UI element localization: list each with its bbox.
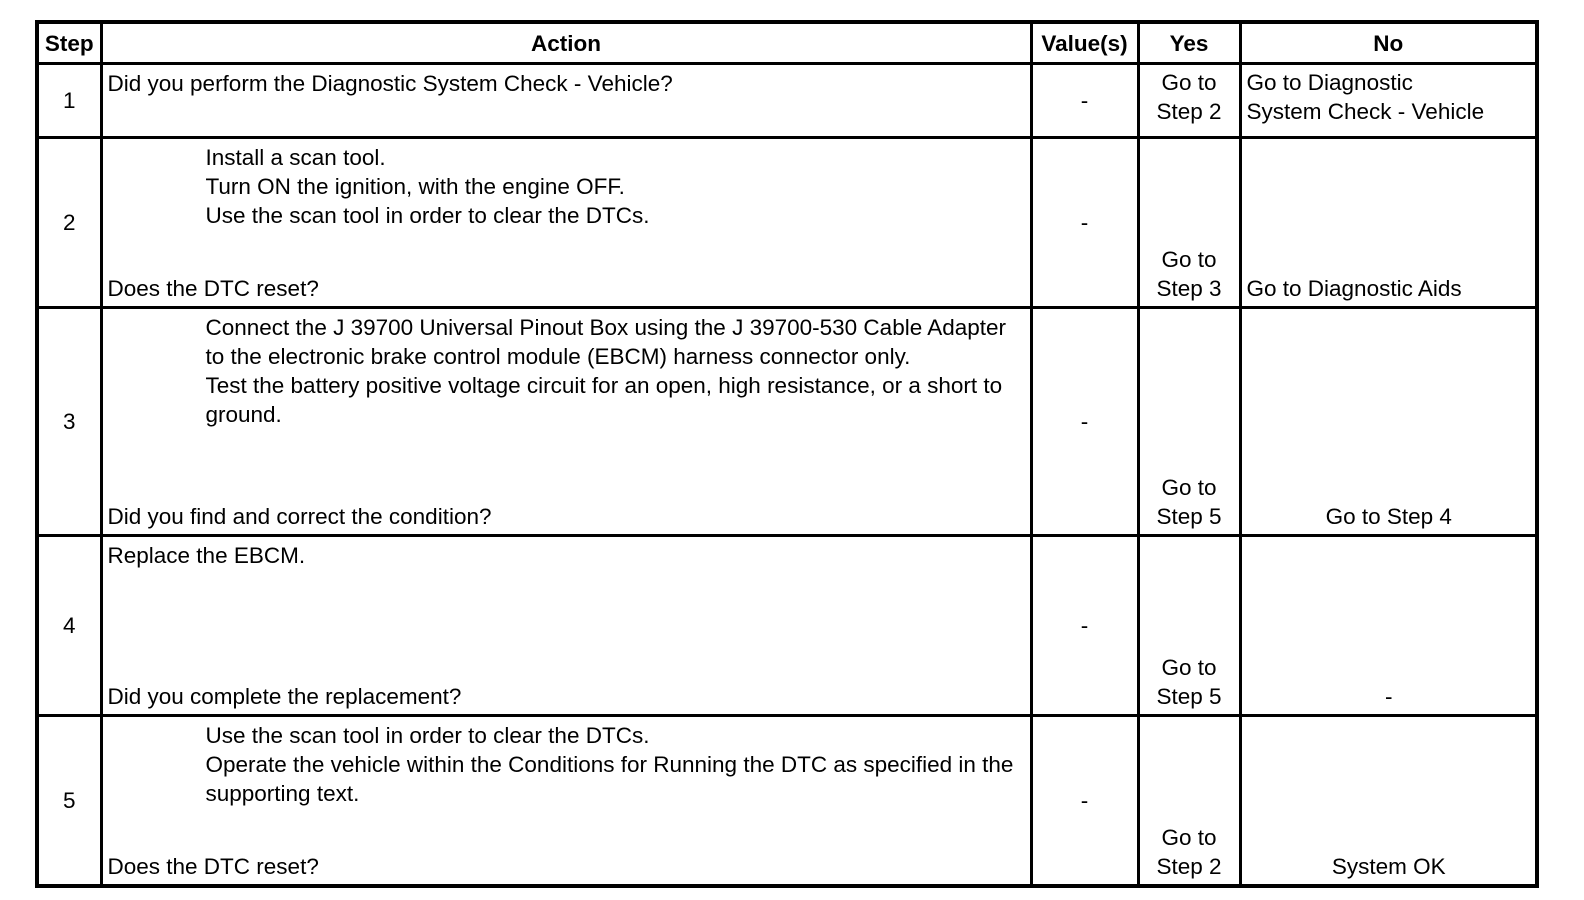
no-text: - — [1385, 684, 1393, 709]
instruction: Use the scan tool in order to clear the DTCs. — [205, 723, 650, 748]
action-question: Did you complete the replacement? — [107, 684, 462, 709]
yes-cell — [1138, 308, 1240, 536]
yes-text: Go to — [1161, 70, 1217, 95]
value-cell: - — [1031, 716, 1138, 887]
step-number: 5 — [37, 716, 101, 887]
value-cell: - — [1031, 64, 1138, 138]
no-text: System OK — [1331, 854, 1446, 879]
yes-text: Go to — [1161, 825, 1217, 850]
header-step: Step — [37, 22, 101, 64]
table-row — [37, 716, 1537, 887]
action-cell — [101, 716, 1031, 887]
yes-text: Step 2 — [1156, 99, 1222, 124]
no-text: Go to Step 4 — [1325, 504, 1452, 529]
yes-cell — [1138, 64, 1240, 138]
no-text: System Check - Vehicle — [1246, 99, 1485, 124]
action-instructions — [108, 721, 1026, 808]
step-number: 2 — [37, 138, 101, 308]
instruction: Test the battery positive voltage circuit for an open, high resistance, or a short to ground. — [205, 373, 1003, 427]
yes-text: Step 5 — [1156, 684, 1222, 709]
table-row — [37, 138, 1537, 308]
table-row — [37, 64, 1537, 138]
action-instructions — [108, 143, 1026, 230]
action-cell — [101, 138, 1031, 308]
yes-cell — [1138, 536, 1240, 716]
header-yes: Yes — [1138, 22, 1240, 64]
action-question: Did you find and correct the condition? — [107, 504, 492, 529]
value-cell: - — [1031, 536, 1138, 716]
yes-text: Go to — [1161, 655, 1217, 680]
action-cell — [101, 308, 1031, 536]
yes-cell — [1138, 138, 1240, 308]
instruction: Install a scan tool. — [205, 145, 386, 170]
table-row — [37, 308, 1537, 536]
diagnostic-table — [35, 20, 1539, 888]
value-cell: - — [1031, 138, 1138, 308]
value-cell: - — [1031, 308, 1138, 536]
action-lead: Replace the EBCM. — [107, 543, 306, 568]
action-cell — [101, 64, 1031, 138]
no-text: Go to Diagnostic Aids — [1246, 276, 1462, 301]
header-action: Action — [101, 22, 1031, 64]
no-text: Go to Diagnostic — [1246, 70, 1413, 95]
instruction: Turn ON the ignition, with the engine OFF. — [205, 174, 625, 199]
no-cell — [1240, 716, 1537, 887]
no-cell — [1240, 138, 1537, 308]
table-row — [37, 536, 1537, 716]
no-cell — [1240, 64, 1537, 138]
yes-text: Step 5 — [1156, 504, 1222, 529]
yes-text: Go to — [1161, 475, 1217, 500]
instruction: Connect the J 39700 Universal Pinout Box using the J 39700-530 Cable Adapter to the electronic brake control module (EBCM) harness connector only. — [205, 315, 1007, 369]
action-cell — [101, 536, 1031, 716]
yes-cell — [1138, 716, 1240, 887]
yes-text: Step 2 — [1156, 854, 1222, 879]
yes-text: Step 3 — [1156, 276, 1222, 301]
action-question: Did you perform the Diagnostic System Check - Vehicle? — [107, 71, 673, 96]
no-cell — [1240, 308, 1537, 536]
header-row — [37, 22, 1537, 64]
header-values: Value(s) — [1031, 22, 1138, 64]
instruction: Operate the vehicle within the Conditions for Running the DTC as specified in the supporting text. — [205, 752, 1014, 806]
step-number: 1 — [37, 64, 101, 138]
action-instructions — [108, 313, 1026, 429]
header-no: No — [1240, 22, 1537, 64]
step-number: 4 — [37, 536, 101, 716]
action-question: Does the DTC reset? — [107, 276, 319, 301]
no-cell — [1240, 536, 1537, 716]
instruction: Use the scan tool in order to clear the DTCs. — [205, 203, 650, 228]
yes-text: Go to — [1161, 247, 1217, 272]
action-question: Does the DTC reset? — [107, 854, 319, 879]
step-number: 3 — [37, 308, 101, 536]
